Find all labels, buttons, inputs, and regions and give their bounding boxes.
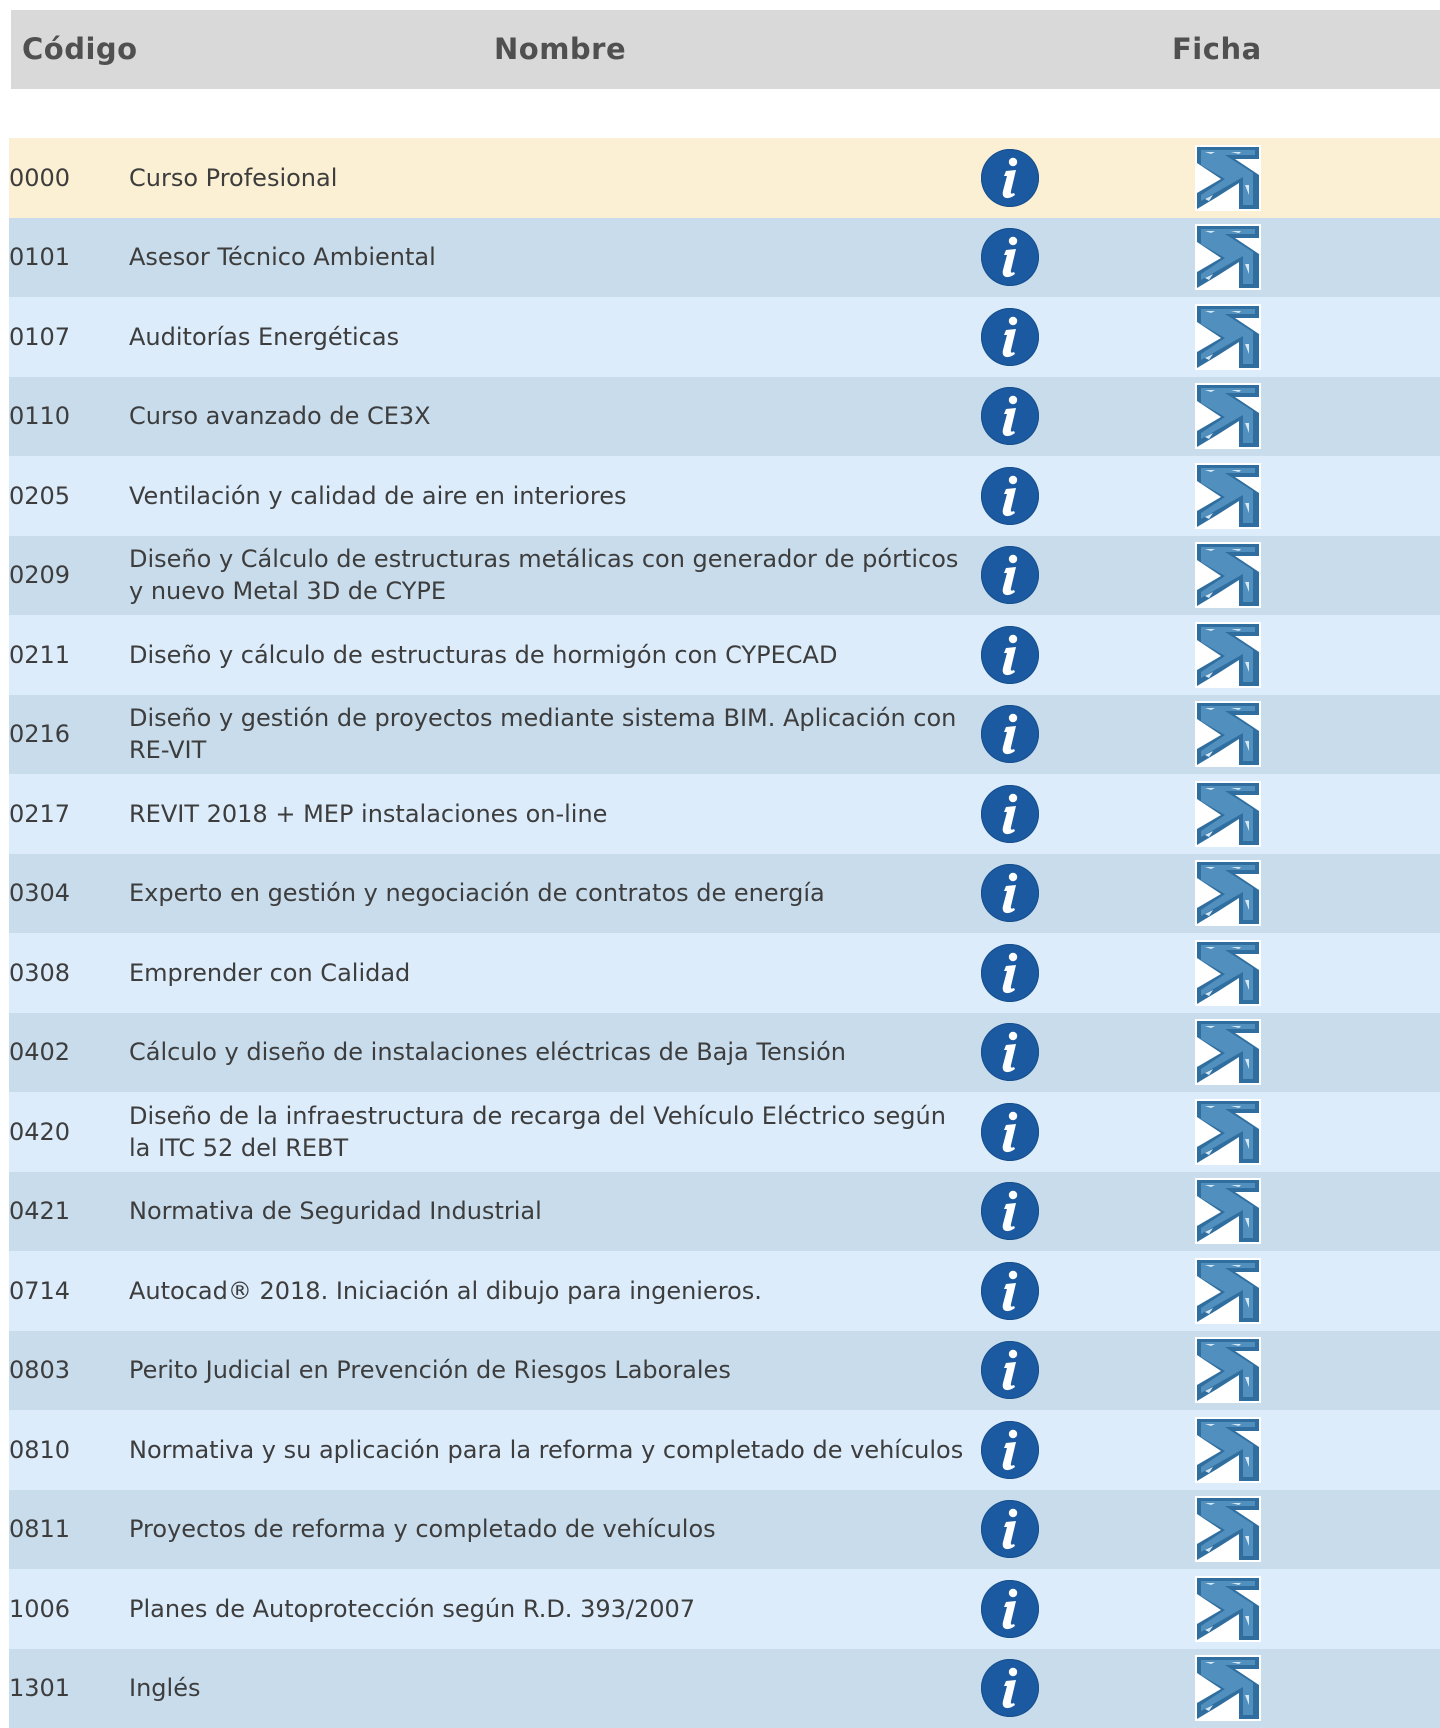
table-row (9, 933, 1440, 1013)
ficha-logo-icon[interactable] (1195, 542, 1261, 608)
info-icon[interactable] (981, 1103, 1039, 1161)
course-name: Diseño y gestión de proyectos mediante sistema BIM. Aplicación con RE-VIT (129, 702, 964, 766)
header-ficha: Ficha (1172, 10, 1262, 89)
info-icon[interactable] (981, 944, 1039, 1002)
course-name: Normativa y su aplicación para la reforma y completado de vehículos (129, 1434, 964, 1466)
course-name: Inglés (129, 1672, 964, 1704)
table-row (9, 456, 1440, 536)
course-name: Autocad® 2018. Iniciación al dibujo para ingenieros. (129, 1275, 964, 1307)
course-name: REVIT 2018 + MEP instalaciones on-line (129, 798, 964, 830)
course-name: Emprender con Calidad (129, 957, 964, 989)
course-code: 0110 (9, 402, 119, 430)
info-icon[interactable] (981, 467, 1039, 525)
course-code: 0000 (9, 164, 119, 192)
course-code: 0217 (9, 800, 119, 828)
info-icon[interactable] (981, 1659, 1039, 1717)
course-code: 0107 (9, 323, 119, 351)
course-code: 0421 (9, 1197, 119, 1225)
info-icon[interactable] (981, 228, 1039, 286)
course-table (9, 138, 1440, 1728)
table-row (9, 1331, 1440, 1411)
course-code: 0211 (9, 641, 119, 669)
course-name: Diseño y cálculo de estructuras de hormigón con CYPECAD (129, 639, 964, 671)
ficha-logo-icon[interactable] (1195, 1576, 1261, 1642)
course-code: 0402 (9, 1038, 119, 1066)
info-icon[interactable] (981, 626, 1039, 684)
course-name: Cálculo y diseño de instalaciones eléctricas de Baja Tensión (129, 1036, 964, 1068)
info-icon[interactable] (981, 705, 1039, 763)
table-row (9, 695, 1440, 775)
ficha-logo-icon[interactable] (1195, 463, 1261, 529)
course-code: 0308 (9, 959, 119, 987)
info-icon[interactable] (981, 149, 1039, 207)
course-code: 0803 (9, 1356, 119, 1384)
course-code: 0810 (9, 1436, 119, 1464)
info-icon[interactable] (981, 785, 1039, 843)
course-code: 0216 (9, 720, 119, 748)
info-icon[interactable] (981, 387, 1039, 445)
table-row (9, 1172, 1440, 1252)
ficha-logo-icon[interactable] (1195, 1496, 1261, 1562)
table-row (9, 536, 1440, 616)
table-row (9, 1569, 1440, 1649)
info-icon[interactable] (981, 1341, 1039, 1399)
table-row (9, 218, 1440, 298)
ficha-logo-icon[interactable] (1195, 1178, 1261, 1244)
table-row (9, 615, 1440, 695)
info-icon[interactable] (981, 546, 1039, 604)
ficha-logo-icon[interactable] (1195, 781, 1261, 847)
table-row (9, 774, 1440, 854)
course-code: 0209 (9, 561, 119, 589)
course-name: Asesor Técnico Ambiental (129, 241, 964, 273)
table-row (9, 854, 1440, 934)
course-name: Planes de Autoprotección según R.D. 393/2007 (129, 1593, 964, 1625)
course-name: Curso Profesional (129, 162, 964, 194)
course-name: Curso avanzado de CE3X (129, 400, 964, 432)
course-name: Proyectos de reforma y completado de vehículos (129, 1513, 964, 1545)
header-codigo: Código (22, 10, 138, 89)
info-icon[interactable] (981, 1580, 1039, 1638)
table-row (9, 377, 1440, 457)
ficha-logo-icon[interactable] (1195, 1655, 1261, 1721)
ficha-logo-icon[interactable] (1195, 1417, 1261, 1483)
info-icon[interactable] (981, 1500, 1039, 1558)
table-row (9, 1013, 1440, 1093)
ficha-logo-icon[interactable] (1195, 383, 1261, 449)
ficha-logo-icon[interactable] (1195, 224, 1261, 290)
info-icon[interactable] (981, 1023, 1039, 1081)
table-row (9, 297, 1440, 377)
course-code: 1006 (9, 1595, 119, 1623)
course-name: Auditorías Energéticas (129, 321, 964, 353)
info-icon[interactable] (981, 1262, 1039, 1320)
course-code: 0101 (9, 243, 119, 271)
table-row (9, 1251, 1440, 1331)
info-icon[interactable] (981, 1182, 1039, 1240)
course-name: Perito Judicial en Prevención de Riesgos Laborales (129, 1354, 964, 1386)
course-name: Diseño y Cálculo de estructuras metálicas con generador de pórticos y nuevo Metal 3D de CYPE (129, 543, 964, 607)
table-row (9, 1092, 1440, 1172)
course-code: 0304 (9, 879, 119, 907)
course-code: 0205 (9, 482, 119, 510)
course-name: Normativa de Seguridad Industrial (129, 1195, 964, 1227)
course-name: Diseño de la infraestructura de recarga del Vehículo Eléctrico según la ITC 52 del REBT (129, 1100, 964, 1164)
table-row (9, 1490, 1440, 1570)
ficha-logo-icon[interactable] (1195, 1099, 1261, 1165)
course-code: 1301 (9, 1674, 119, 1702)
table-header (11, 10, 1440, 89)
table-row (9, 138, 1440, 218)
course-code: 0714 (9, 1277, 119, 1305)
ficha-logo-icon[interactable] (1195, 1019, 1261, 1085)
info-icon[interactable] (981, 308, 1039, 366)
table-row (9, 1410, 1440, 1490)
ficha-logo-icon[interactable] (1195, 1337, 1261, 1403)
info-icon[interactable] (981, 864, 1039, 922)
table-row (9, 1649, 1440, 1728)
ficha-logo-icon[interactable] (1195, 1258, 1261, 1324)
course-code: 0811 (9, 1515, 119, 1543)
course-code: 0420 (9, 1118, 119, 1146)
ficha-logo-icon[interactable] (1195, 145, 1261, 211)
course-name: Experto en gestión y negociación de contratos de energía (129, 877, 964, 909)
ficha-logo-icon[interactable] (1195, 701, 1261, 767)
ficha-logo-icon[interactable] (1195, 622, 1261, 688)
ficha-logo-icon[interactable] (1195, 940, 1261, 1006)
info-icon[interactable] (981, 1421, 1039, 1479)
course-name: Ventilación y calidad de aire en interiores (129, 480, 964, 512)
ficha-logo-icon[interactable] (1195, 304, 1261, 370)
header-nombre: Nombre (494, 10, 626, 89)
ficha-logo-icon[interactable] (1195, 860, 1261, 926)
